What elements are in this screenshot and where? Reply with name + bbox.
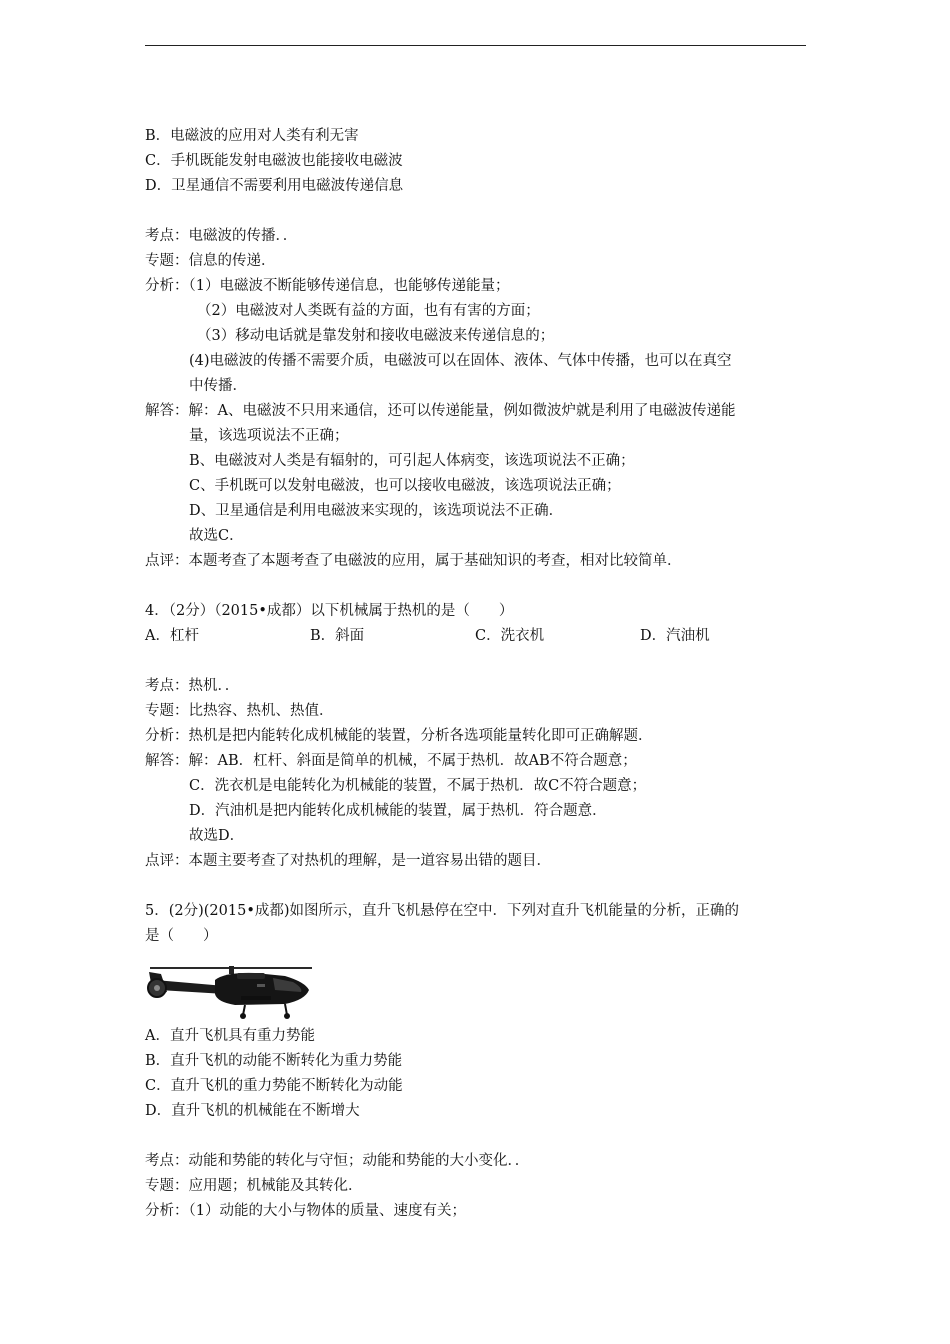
q3-fenxi-1: 分析：（1）电磁波不断能够传递信息，也能够传递能量； <box>145 278 510 294</box>
q4-jieda-4: 故选D． <box>189 828 245 844</box>
q4-option-d: D．汽油机 <box>640 628 710 644</box>
q4-kaodian: 考点：热机．． <box>145 678 240 694</box>
q5-option-c: C．直升飞机的重力势能不断转化为动能 <box>145 1078 403 1094</box>
q3-option-b: B．电磁波的应用对人类有利无害 <box>145 128 359 144</box>
q4-option-c: C．洗衣机 <box>475 628 545 644</box>
q3-zhuanti: 专题：信息的传递． <box>145 253 276 269</box>
q5-stem-2: 是（ ） <box>145 928 218 944</box>
q4-fenxi: 分析：热机是把内能转化成机械能的装置，分析各选项能量转化即可正确解题． <box>145 728 653 744</box>
q5-fenxi-1: 分析：（1）动能的大小与物体的质量、速度有关； <box>145 1203 466 1219</box>
q4-jieda-3: D．汽油机是把内能转化成机械能的装置，属于热机．符合题意． <box>189 803 607 819</box>
q3-jieda-5: 故选C． <box>189 528 244 544</box>
q3-fenxi-4a: (4)电磁波的传播不需要介质，电磁波可以在固体、液体、气体中传播，也可以在真空 <box>189 353 732 369</box>
q3-fenxi-2: （2）电磁波对人类既有益的方面，也有有害的方面； <box>197 303 540 319</box>
q3-jieda-1a: 解答：解：A、电磁波不只用来通信，还可以传递能量，例如微波炉就是利用了电磁波传递能 <box>145 403 736 419</box>
q4-stem: 4．（2分）（2015•成都）以下机械属于热机的是（ ） <box>145 603 514 619</box>
q3-dianping: 点评：本题考查了本题考查了电磁波的应用，属于基础知识的考查，相对比较简单． <box>145 553 682 569</box>
q3-fenxi-4b: 中传播． <box>189 378 247 394</box>
q4-dianping: 点评：本题主要考查了对热机的理解，是一道容易出错的题目． <box>145 853 551 869</box>
q4-option-b: B．斜面 <box>310 628 365 644</box>
q4-zhuanti: 专题：比热容、热机、热值． <box>145 703 334 719</box>
header-rule <box>145 45 806 46</box>
q3-option-c: C．手机既能发射电磁波也能接收电磁波 <box>145 153 403 169</box>
q3-jieda-4: D、卫星通信是利用电磁波来实现的，该选项说法不正确． <box>189 503 564 519</box>
q3-jieda-3: C、手机既可以发射电磁波，也可以接收电磁波，该选项说法正确； <box>189 478 621 494</box>
q4-jieda-2: C．洗衣机是电能转化为机械能的装置，不属于热机．故C不符合题意； <box>189 778 647 794</box>
q5-option-a: A．直升飞机具有重力势能 <box>145 1028 315 1044</box>
q3-jieda-1b: 量，该选项说法不正确； <box>189 428 349 444</box>
q4-jieda-1: 解答：解：AB．杠杆、斜面是简单的机械，不属于热机．故AB不符合题意； <box>145 753 637 769</box>
q5-kaodian: 考点：动能和势能的转化与守恒；动能和势能的大小变化．． <box>145 1153 530 1169</box>
q3-fenxi-3: （3）移动电话就是靠发射和接收电磁波来传递信息的； <box>197 328 555 344</box>
q5-stem-1: 5．(2分)(2015•成都)如图所示，直升飞机悬停在空中．下列对直升飞机能量的分析，正确的 <box>145 903 740 919</box>
q5-option-d: D．直升飞机的机械能在不断增大 <box>145 1103 360 1119</box>
q3-jieda-2: B、电磁波对人类是有辐射的，可引起人体病变，该选项说法不正确； <box>189 453 635 469</box>
q4-option-a: A．杠杆 <box>145 628 199 644</box>
q3-kaodian: 考点：电磁波的传播．． <box>145 228 298 244</box>
q5-option-b: B．直升飞机的动能不断转化为重力势能 <box>145 1053 403 1069</box>
q3-option-d: D．卫星通信不需要利用电磁波传递信息 <box>145 178 404 194</box>
q5-zhuanti: 专题：应用题；机械能及其转化． <box>145 1178 363 1194</box>
helicopter-image <box>145 960 315 1022</box>
